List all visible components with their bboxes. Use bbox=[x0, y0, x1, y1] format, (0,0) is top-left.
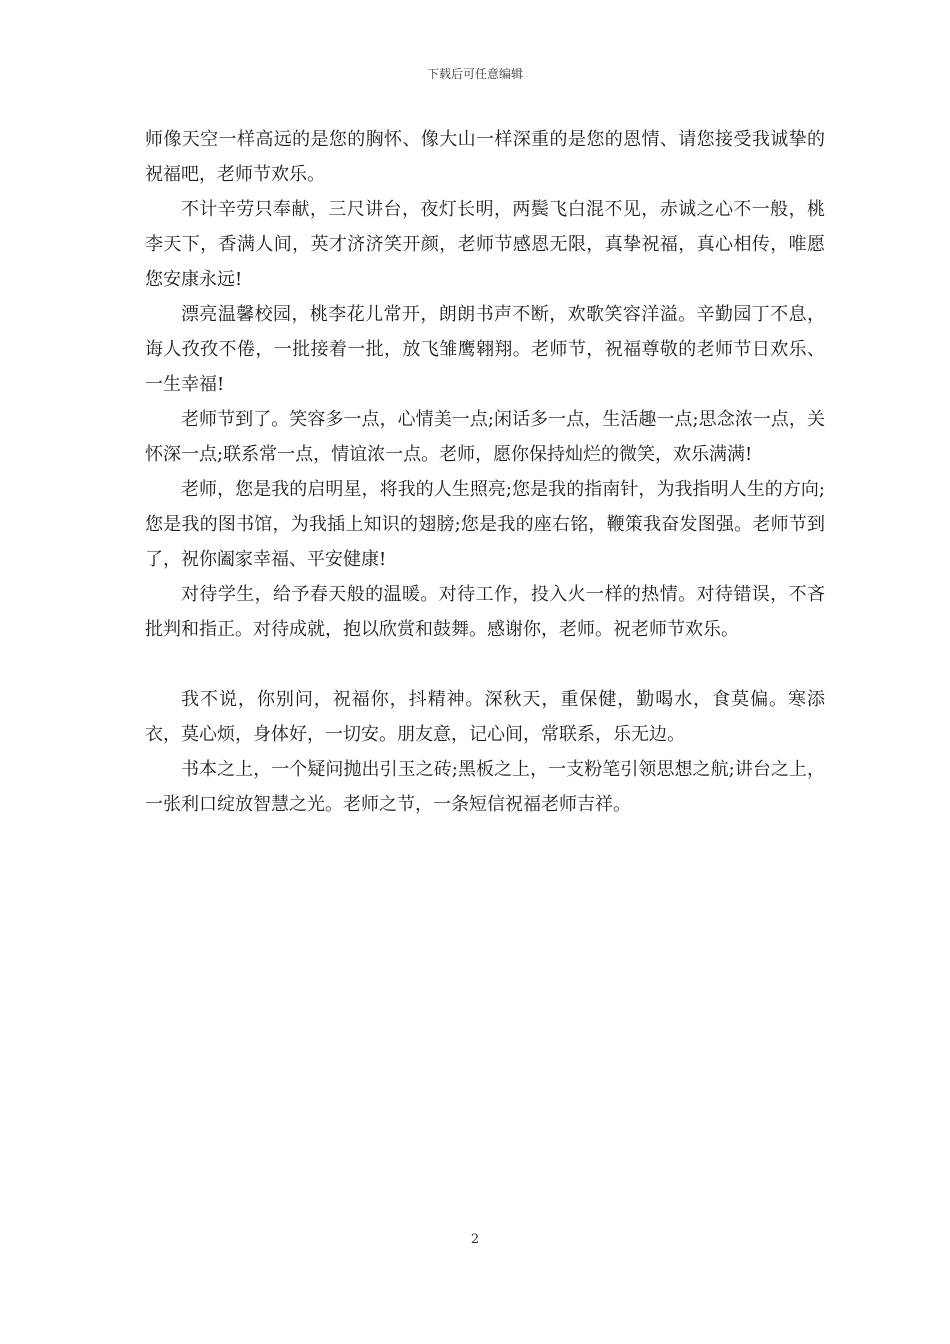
document-body bbox=[145, 122, 825, 822]
blank-line bbox=[145, 647, 825, 682]
paragraph: 我不说，你别问，祝福你，抖精神。深秋天，重保健，勤喝水，食莫偏。寒添衣，莫心烦，身体好，一切安。朋友意，记心间，常联系，乐无边。 bbox=[145, 689, 825, 745]
paragraph: 书本之上，一个疑问抛出引玉之砖;黑板之上，一支粉笔引领思想之航;讲台之上，一张利口绽放智慧之光。老师之节，一条短信祝福老师吉祥。 bbox=[145, 759, 825, 815]
page-number: 2 bbox=[470, 1232, 480, 1247]
paragraph: 不计辛劳只奉献，三尺讲台，夜灯长明，两鬓飞白混不见，赤诚之心不一般，桃李天下，香满人间，英才济济笑开颜，老师节感恩无限，真挚祝福，真心相传，唯愿您安康永远! bbox=[145, 199, 825, 290]
page-header: 下载后可任意编辑 bbox=[426, 67, 523, 81]
paragraph: 老师节到了。笑容多一点，心情美一点;闲话多一点，生活趣一点;思念浓一点，关怀深一点;联系常一点，情谊浓一点。老师，愿你保持灿烂的微笑，欢乐满满! bbox=[145, 409, 825, 465]
paragraph-continued: 师像天空一样高远的是您的胸怀、像大山一样深重的是您的恩情、请您接受我诚挚的祝福吧，老师节欢乐。 bbox=[145, 129, 825, 185]
paragraph: 老师，您是我的启明星，将我的人生照亮;您是我的指南针，为我指明人生的方向;您是我的图书馆，为我插上知识的翅膀;您是我的座右铭，鞭策我奋发图强。老师节到了，祝你阖家幸福、平安健康! bbox=[145, 479, 825, 570]
paragraph: 对待学生，给予春天般的温暖。对待工作，投入火一样的热情。对待错误，不吝批判和指正。对待成就，抱以欣赏和鼓舞。感谢你，老师。祝老师节欢乐。 bbox=[145, 584, 825, 640]
paragraph: 漂亮温馨校园，桃李花儿常开，朗朗书声不断，欢歌笑容洋溢。辛勤园丁不息，诲人孜孜不倦，一批接着一批，放飞雏鹰翱翔。老师节，祝福尊敬的老师节日欢乐、一生幸福! bbox=[145, 304, 825, 395]
